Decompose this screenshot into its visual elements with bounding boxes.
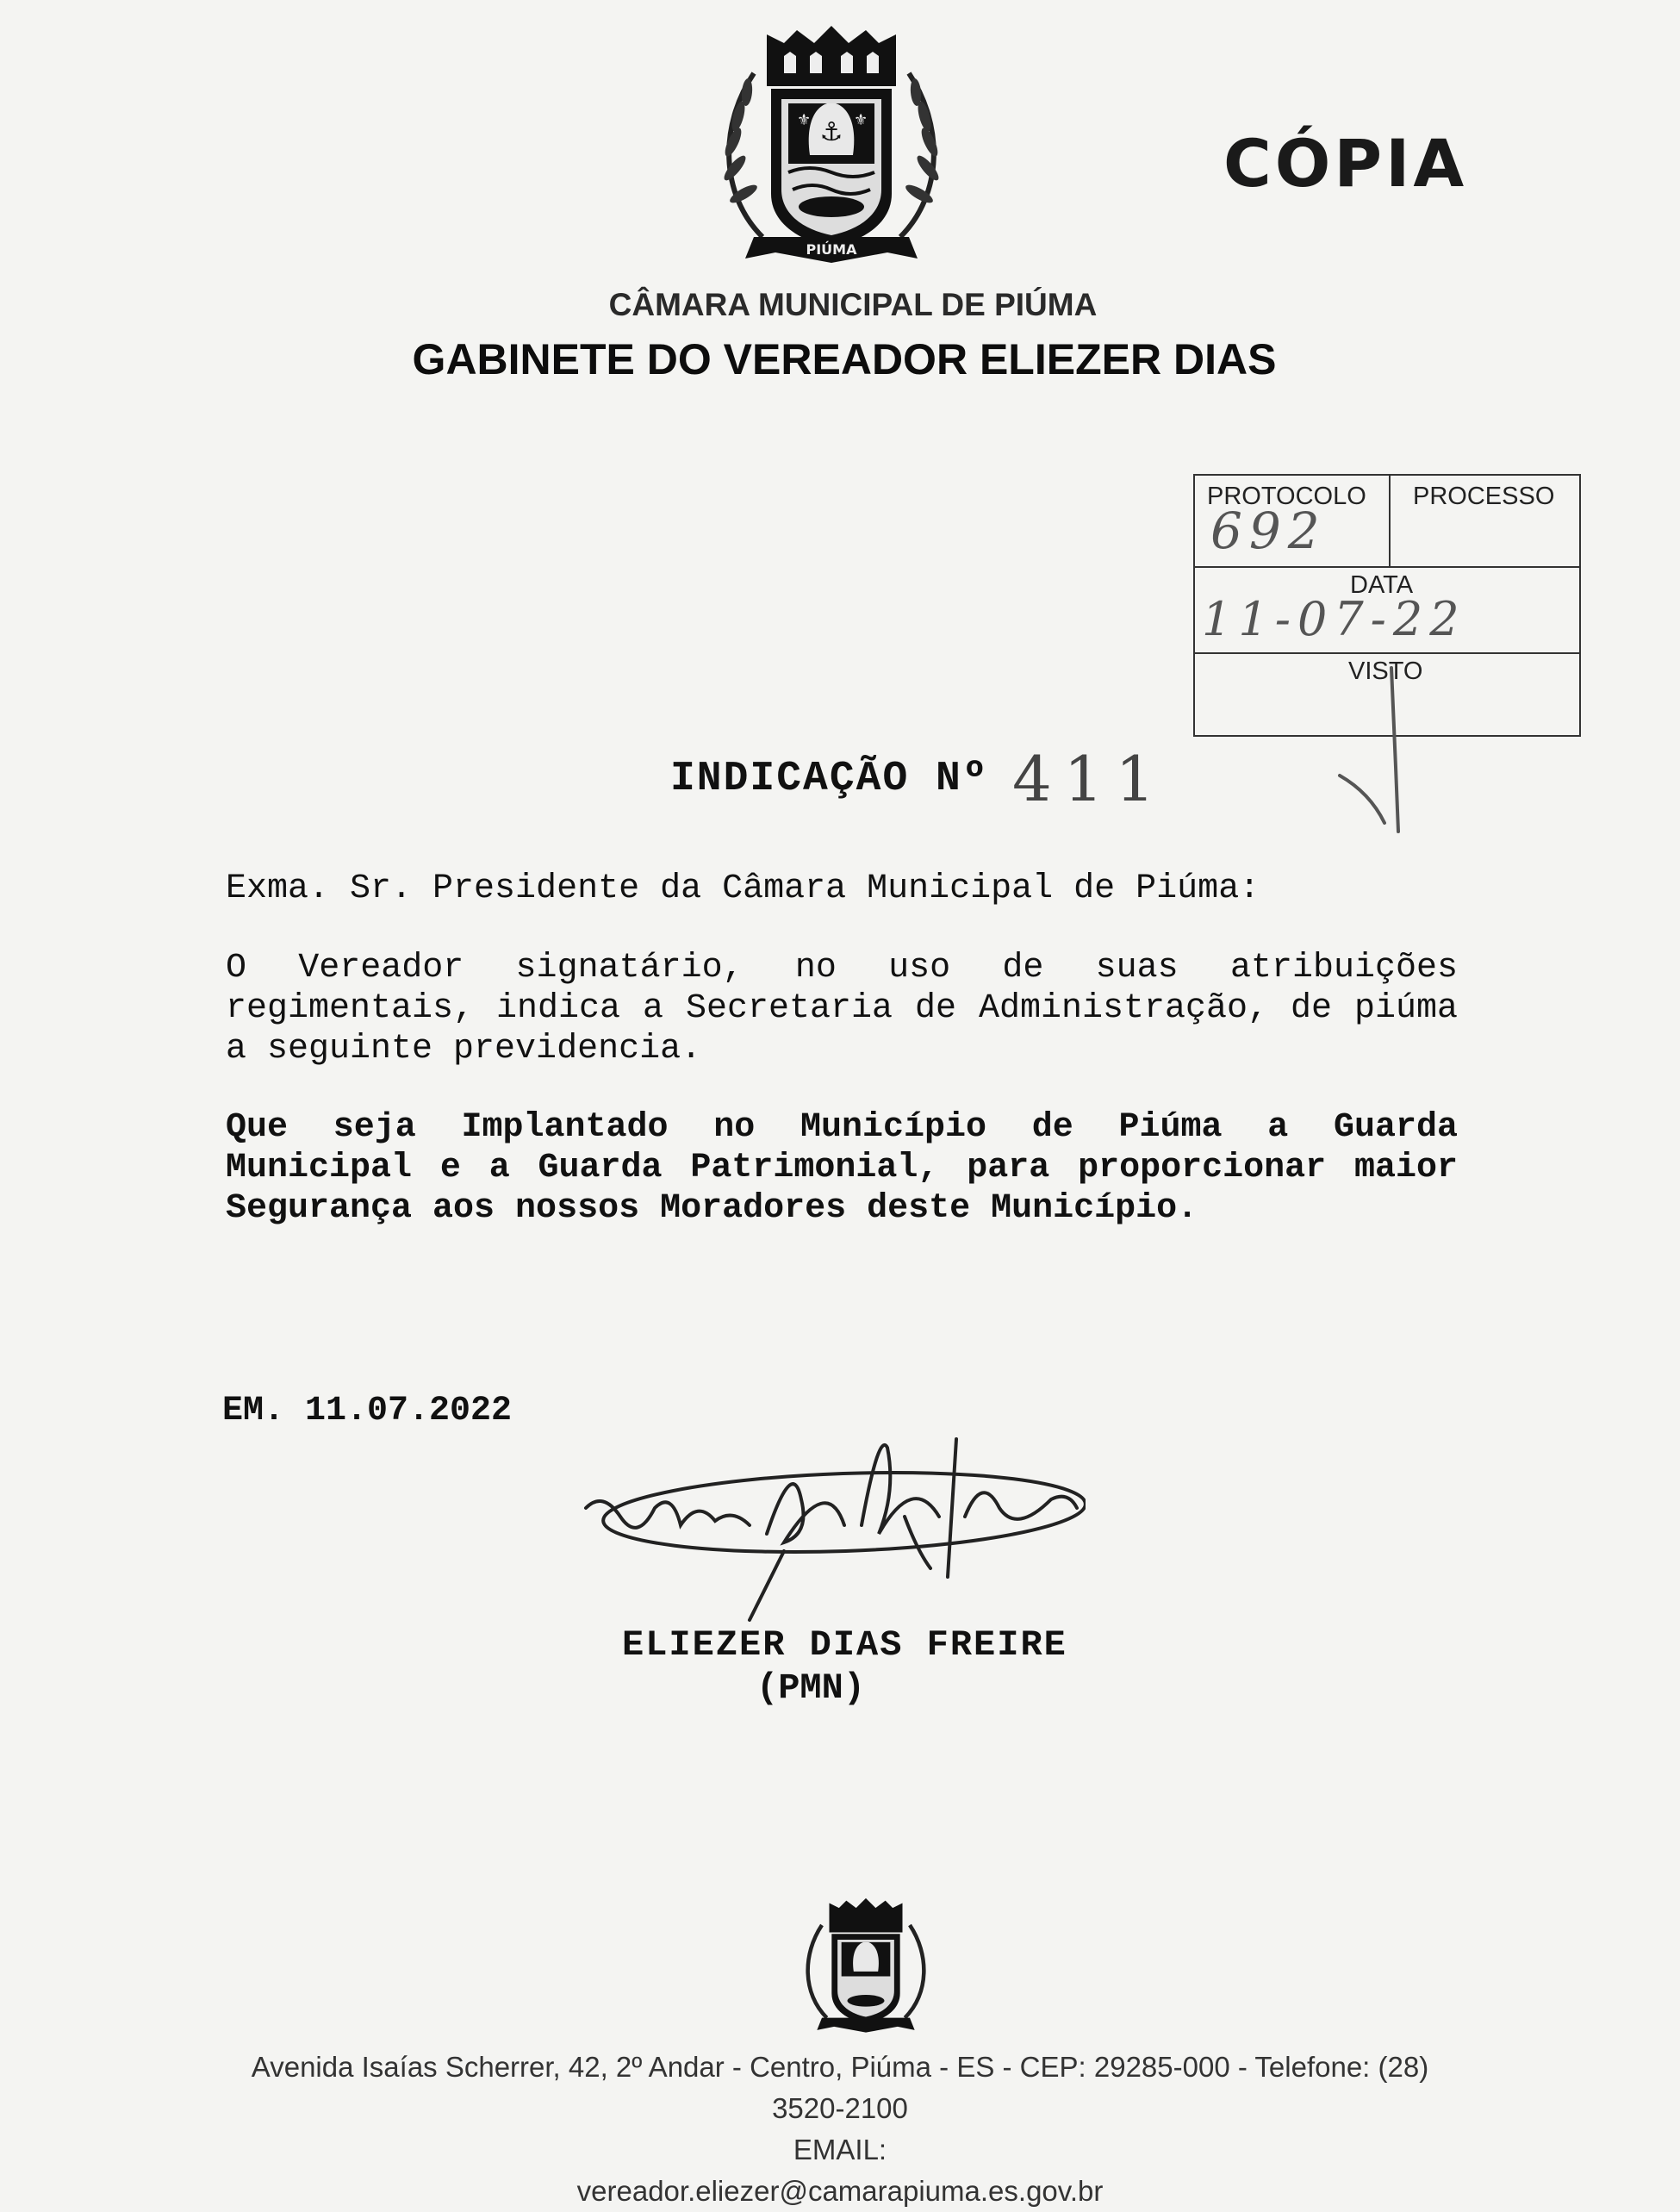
footer-address: Avenida Isaías Scherrer, 42, 2º Andar - Centro, Piúma - ES - CEP: 29285-000 - Telefone: (28) (251, 2051, 1429, 2083)
visto-label: VISTO (1348, 657, 1423, 685)
svg-text:⚓: ⚓ (819, 117, 843, 147)
signature (569, 1422, 1086, 1637)
data-label: DATA (1350, 571, 1414, 599)
footer-email-label: EMAIL: (793, 2134, 887, 2165)
data-handwritten-value: 11-07-22 (1202, 592, 1466, 646)
footer-crest-logo (793, 1896, 939, 2042)
crest-ribbon-text: PIÚMA (806, 241, 857, 258)
footer (0, 2047, 1680, 2212)
signer-name: ELIEZER DIAS FREIRE (622, 1624, 1067, 1666)
protocolo-handwritten-value: 692 (1210, 502, 1327, 560)
svg-text:⚜: ⚜ (854, 111, 868, 129)
footer-email[interactable]: vereador.eliezer@camarapiuma.es.gov.br (576, 2175, 1104, 2207)
footer-phone: 3520-2100 (772, 2092, 908, 2124)
signer-party: (PMN) (756, 1667, 866, 1709)
protocolo-cell (1195, 476, 1391, 566)
institution-title: CÂMARA MUNICIPAL DE PIÚMA (608, 287, 1098, 322)
indicacao-title: INDICAÇÃO Nº (670, 756, 989, 802)
data-cell (1195, 566, 1579, 654)
municipal-crest-logo (702, 22, 961, 280)
protocolo-label: PROTOCOLO (1207, 483, 1366, 510)
processo-label: PROCESSO (1413, 483, 1555, 510)
processo-cell (1389, 476, 1583, 566)
visto-check-mark (1331, 664, 1409, 836)
date-line: EM. 11.07.2022 (222, 1392, 513, 1430)
office-title: GABINETE DO VEREADOR ELIEZER DIAS (412, 335, 1277, 383)
copy-stamp: CÓPIA (1223, 125, 1468, 202)
body-paragraph: O Vereador signatário, no uso de suas atribuições regimentais, indica a Secretaria de Administração, de piúma a seguinte previdencia. (226, 949, 1458, 1069)
salutation: Exma. Sr. Presidente da Câmara Municipal de Piúma: (226, 869, 1260, 908)
svg-text:⚜: ⚜ (797, 111, 812, 129)
request-paragraph: Que seja Implantado no Município de Piúma a Guarda Municipal e a Guarda Patrimonial, para proporcionar maior Segurança aos nossos Moradores deste Município. (226, 1108, 1458, 1228)
indicacao-handwritten-number: 411 (1012, 743, 1167, 815)
